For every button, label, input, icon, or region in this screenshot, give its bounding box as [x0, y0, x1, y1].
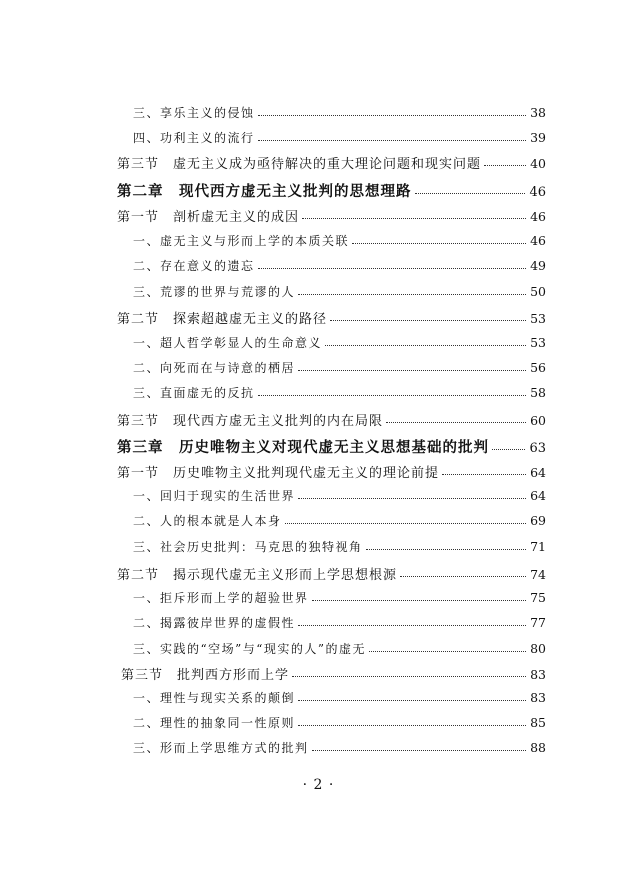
toc-page-number: 38 — [530, 105, 546, 120]
toc-leader-dots — [369, 651, 526, 652]
toc-page-number: 46 — [530, 209, 546, 224]
toc-leader-dots — [352, 243, 526, 244]
toc-page-number: 60 — [530, 413, 546, 428]
toc-leader-dots — [400, 576, 526, 577]
toc-section — [121, 664, 546, 683]
toc-leader-dots — [258, 268, 527, 269]
toc-title: 二、存在意义的遗忘 — [133, 259, 255, 273]
toc-leader-dots — [298, 498, 526, 499]
toc-leader-dots — [298, 294, 526, 295]
toc-page-number: 46 — [530, 233, 546, 248]
toc-title: 一、回归于现实的生活世界 — [133, 489, 296, 503]
toc-subsection — [133, 589, 546, 606]
toc-leader-dots — [330, 320, 526, 321]
toc-chapter — [117, 436, 546, 457]
toc-subsection — [133, 104, 546, 121]
toc-section — [117, 308, 546, 327]
toc-title: 第三章 历史唯物主义对现代虚无主义思想基础的批判 — [117, 439, 489, 456]
toc-title: 一、理性与现实关系的颠倒 — [133, 691, 296, 705]
toc-title: 第二章 现代西方虚无主义批判的思想理路 — [117, 183, 412, 200]
toc-page-number: 83 — [530, 690, 546, 705]
toc-title: 三、实践的“空场”与“现实的人”的虚无 — [133, 642, 367, 656]
toc-page-number: 88 — [530, 740, 546, 755]
toc-title: 一、拒斥形而上学的超验世界 — [133, 591, 309, 605]
toc-title: 一、超人哲学彰显人的生命意义 — [133, 336, 323, 350]
toc-leader-dots — [285, 523, 527, 524]
toc-page-number: 71 — [530, 539, 546, 554]
toc-section — [117, 153, 546, 172]
toc-subsection — [133, 538, 546, 555]
toc-title: 三、社会历史批判：马克思的独特视角 — [133, 540, 363, 554]
toc-subsection — [133, 232, 546, 249]
toc-title: 三、直面虚无的反抗 — [133, 386, 255, 400]
toc-page-number: 74 — [530, 567, 546, 582]
toc-subsection — [133, 739, 546, 756]
toc-title: 二、向死而在与诗意的栖居 — [133, 361, 296, 375]
toc-page-number: 39 — [530, 130, 546, 145]
toc-leader-dots — [298, 625, 526, 626]
toc-title: 二、理性的抽象同一性原则 — [133, 716, 296, 730]
toc-page-number: 77 — [530, 615, 546, 630]
toc-leader-dots — [292, 676, 526, 677]
toc-page-number: 75 — [530, 590, 546, 605]
toc-page-number: 53 — [530, 335, 546, 350]
toc-leader-dots — [415, 193, 526, 194]
toc-subsection — [133, 129, 546, 146]
toc-title: 一、虚无主义与形而上学的本质关联 — [133, 234, 350, 248]
toc-page-number: 53 — [530, 311, 546, 326]
toc-leader-dots — [298, 700, 526, 701]
toc-page-number: 80 — [530, 641, 546, 656]
toc-title: 第二节 揭示现代虚无主义形而上学思想根源 — [117, 568, 398, 583]
toc-title: 第三节 批判西方形而上学 — [121, 668, 290, 683]
toc-title: 第三节 虚无主义成为亟待解决的重大理论问题和现实问题 — [117, 157, 482, 172]
toc-section — [117, 410, 546, 429]
toc-page-number: 64 — [530, 488, 546, 503]
toc-page-number: 50 — [530, 284, 546, 299]
toc-title: 第三节 现代西方虚无主义批判的内在局限 — [117, 414, 384, 429]
toc-subsection — [133, 640, 546, 657]
toc-title: 二、人的根本就是人本身 — [133, 514, 282, 528]
toc-page-number: 46 — [529, 185, 546, 200]
toc-title: 第一节 历史唯物主义批判现代虚无主义的理论前提 — [117, 466, 440, 481]
toc-leader-dots — [325, 345, 526, 346]
toc-page-number: 85 — [530, 715, 546, 730]
toc-leader-dots — [312, 600, 527, 601]
toc-title: 三、荒谬的世界与荒谬的人 — [133, 285, 296, 299]
toc-subsection — [133, 257, 546, 274]
toc-section — [117, 462, 546, 481]
toc-page-number: 64 — [530, 465, 546, 480]
toc-leader-dots — [442, 474, 526, 475]
toc-title: 第二节 探索超越虚无主义的路径 — [117, 312, 328, 327]
toc-subsection — [133, 512, 546, 529]
toc-leader-dots — [258, 140, 527, 141]
toc-chapter — [117, 180, 546, 201]
toc-page-number: 83 — [530, 667, 546, 682]
toc-subsection — [133, 384, 546, 401]
toc-leader-dots — [386, 422, 526, 423]
page-number: · 2 · — [302, 777, 335, 793]
toc-title: 三、享乐主义的侵蚀 — [133, 106, 255, 120]
toc-subsection — [133, 714, 546, 731]
toc-subsection — [133, 689, 546, 706]
toc-section — [117, 206, 546, 225]
toc-leader-dots — [298, 370, 526, 371]
toc-subsection — [133, 487, 546, 504]
toc-subsection — [133, 334, 546, 351]
toc-leader-dots — [258, 395, 527, 396]
toc-leader-dots — [366, 549, 527, 550]
toc-leader-dots — [298, 725, 526, 726]
toc-title: 第一节 剖析虚无主义的成因 — [117, 210, 300, 225]
toc-section — [117, 564, 546, 583]
toc-page-number: 69 — [530, 513, 546, 528]
toc-leader-dots — [302, 218, 526, 219]
toc-title: 二、揭露彼岸世界的虚假性 — [133, 616, 296, 630]
toc-leader-dots — [484, 165, 526, 166]
toc-leader-dots — [258, 115, 527, 116]
toc-subsection — [133, 359, 546, 376]
toc-leader-dots — [492, 449, 525, 450]
toc-page-number: 58 — [530, 385, 546, 400]
toc-page-number: 49 — [530, 258, 546, 273]
toc-page-number: 56 — [530, 360, 546, 375]
toc-title: 三、形而上学思维方式的批判 — [133, 741, 309, 755]
toc-leader-dots — [312, 750, 527, 751]
toc-title: 四、功利主义的流行 — [133, 131, 255, 145]
toc-page-number: 63 — [529, 441, 546, 456]
toc-subsection — [133, 283, 546, 300]
toc-subsection — [133, 614, 546, 631]
toc-page-number: 40 — [530, 156, 546, 171]
